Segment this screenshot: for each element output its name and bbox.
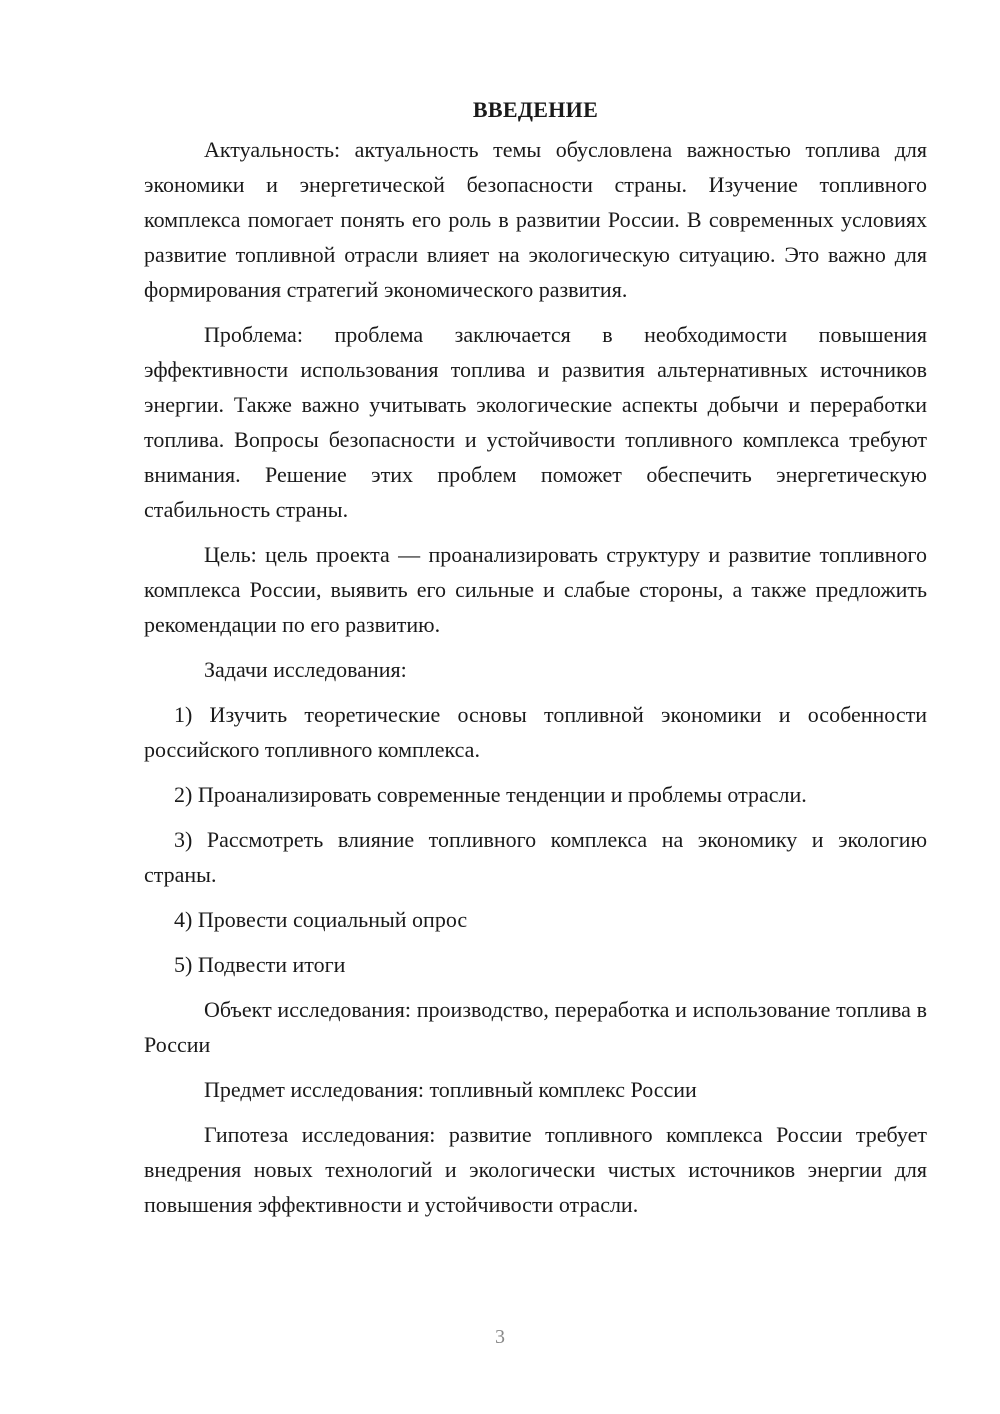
task-item-3: 3) Рассмотреть влияние топливного комплекса на экономику и экологию страны.	[144, 827, 927, 887]
paragraph-relevance: Актуальность: актуальность темы обусловлена важностью топлива для экономики и энергетической безопасности страны. Изучение топливного комплекса помогает понять его роль в развитии России. В современных условиях развитие топливной отрасли влияет на экологическую ситуацию. Это важно для формирования стратегий экономического развития.	[144, 137, 927, 302]
section-title: ВВЕДЕНИЕ	[472, 97, 599, 122]
paragraph-tasks-heading: Задачи исследования:	[204, 657, 407, 682]
task-item-2: 2) Проанализировать современные тенденции и проблемы отрасли.	[174, 782, 807, 807]
paragraph-goal: Цель: цель проекта — проанализировать структуру и развитие топливного комплекса России, выявить его сильные и слабые стороны, а также предложить рекомендации по его развитию.	[144, 542, 927, 637]
paragraph-subject: Предмет исследования: топливный комплекс России	[204, 1077, 697, 1102]
task-item-4: 4) Провести социальный опрос	[174, 907, 468, 932]
paragraph-problem: Проблема: проблема заключается в необходимости повышения эффективности использования топлива и развития альтернативных источников энергии. Также важно учитывать экологические аспекты добычи и переработки топлива. Вопросы безопасности и устойчивости топливного комплекса требуют внимания. Решение этих проблем поможет обеспечить энергетическую стабильность страны.	[144, 322, 927, 522]
page-content	[144, 96, 927, 1232]
paragraph-hypothesis: Гипотеза исследования: развитие топливного комплекса России требует внедрения новых технологий и экологически чистых источников энергии для повышения эффективности и устойчивости отрасли.	[144, 1122, 927, 1217]
task-item-1: 1) Изучить теоретические основы топливной экономики и особенности российского топливного комплекса.	[144, 702, 927, 762]
page-number: 3	[495, 1326, 505, 1348]
paragraph-object: Объект исследования: производство, переработка и использование топлива в России	[144, 997, 927, 1057]
task-item-5: 5) Подвести итоги	[174, 952, 346, 977]
